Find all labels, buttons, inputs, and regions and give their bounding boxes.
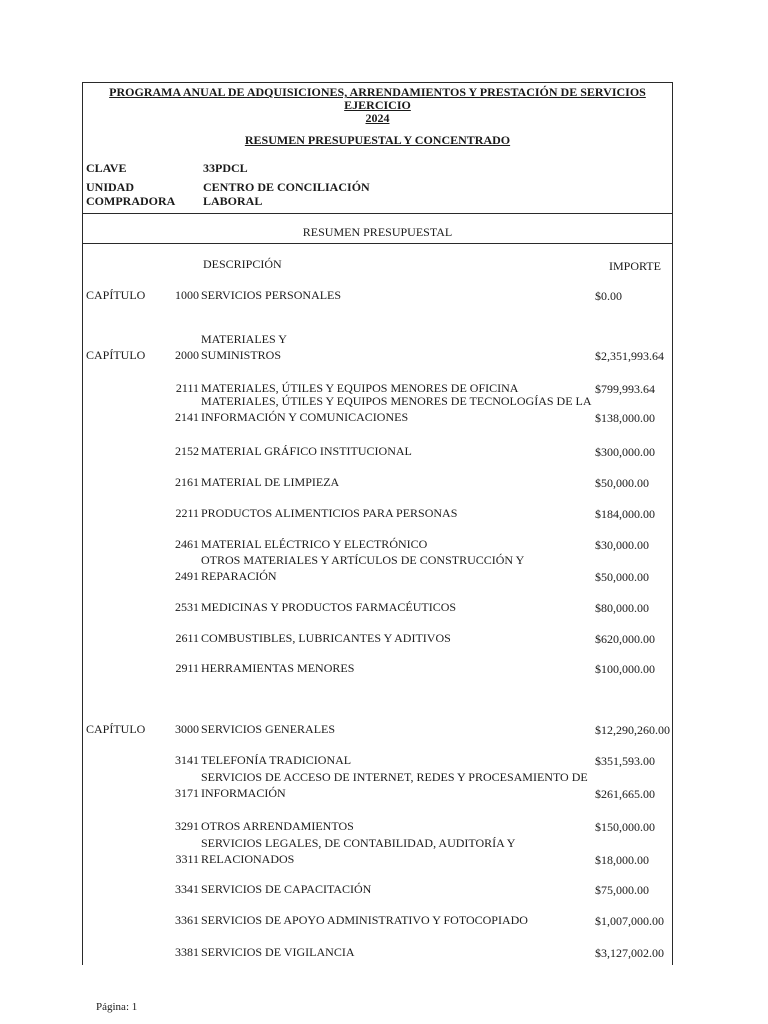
row-description-continued: RELACIONADOS	[201, 852, 295, 866]
row-code: 2111	[175, 381, 199, 395]
row-description-continued: REPARACIÓN	[201, 569, 277, 583]
row-code: 3141	[175, 753, 199, 767]
row-description: SERVICIOS PERSONALES	[201, 288, 342, 302]
row-amount: $2,351,993.64	[595, 349, 664, 363]
row-code: 2911	[175, 661, 199, 675]
row-description: SERVICIOS GENERALES	[201, 722, 336, 736]
unidad-label-line-1: UNIDAD	[86, 180, 134, 194]
row-description: PRODUCTOS ALIMENTICIOS PARA PERSONAS	[201, 506, 458, 520]
row-description: HERRAMIENTAS MENORES	[201, 661, 355, 675]
row-description: COMBUSTIBLES, LUBRICANTES Y ADITIVOS	[201, 631, 451, 645]
row-description: OTROS ARRENDAMIENTOS	[201, 819, 354, 833]
column-header-importe: IMPORTE	[609, 259, 661, 273]
row-description: SERVICIOS DE APOYO ADMINISTRATIVO Y FOTOCOPIADO	[201, 913, 528, 927]
row-description-continued: SUMINISTROS	[201, 348, 282, 362]
row-code: 3341	[175, 882, 199, 896]
row-code: 3381	[175, 945, 199, 959]
unidad-label	[86, 180, 175, 208]
chapter-label: CAPÍTULO	[86, 288, 146, 302]
row-code: 3171	[175, 786, 199, 800]
row-description-continued: INFORMACIÓN Y COMUNICACIONES	[201, 410, 409, 424]
row-code: 2161	[175, 475, 199, 489]
row-description: SERVICIOS DE CAPACITACIÓN	[201, 882, 372, 896]
row-code: 1000	[175, 288, 199, 302]
row-amount: $138,000.00	[595, 411, 655, 425]
row-amount: $300,000.00	[595, 445, 655, 459]
row-amount: $3,127,002.00	[595, 946, 664, 960]
row-description: SERVICIOS DE ACCESO DE INTERNET, REDES Y PROCESAMIENTO DE	[201, 770, 588, 784]
chapter-label: CAPÍTULO	[86, 348, 146, 362]
row-amount: $18,000.00	[595, 853, 649, 867]
chapter-label: CAPÍTULO	[86, 722, 146, 736]
divider-line	[83, 213, 672, 214]
row-description: MATERIALES, ÚTILES Y EQUIPOS MENORES DE OFICINA	[201, 381, 519, 395]
row-amount: $351,593.00	[595, 754, 655, 768]
row-code: 2611	[175, 631, 199, 645]
divider-line	[83, 243, 672, 244]
unidad-label-line-2: COMPRADORA	[86, 194, 176, 208]
row-code: 3361	[175, 913, 199, 927]
row-code: 2531	[175, 600, 199, 614]
row-amount: $261,665.00	[595, 787, 655, 801]
row-description: MATERIAL DE LIMPIEZA	[201, 475, 340, 489]
clave-label: CLAVE	[86, 161, 127, 175]
row-description: MATERIAL GRÁFICO INSTITUCIONAL	[201, 444, 412, 458]
row-description: SERVICIOS DE VIGILANCIA	[201, 945, 355, 959]
row-amount: $80,000.00	[595, 601, 649, 615]
row-amount: $0.00	[595, 289, 622, 303]
row-description-continued: INFORMACIÓN	[201, 786, 286, 800]
row-description: SERVICIOS LEGALES, DE CONTABILIDAD, AUDITORÍA Y	[201, 836, 516, 850]
row-code: 2141	[175, 410, 199, 424]
clave-value: 33PDCL	[203, 161, 248, 175]
row-amount: $12,290,260.00	[595, 723, 670, 737]
row-code: 3000	[175, 722, 199, 736]
section-title: RESUMEN PRESUPUESTAL	[302, 225, 453, 239]
row-description: MATERIALES, ÚTILES Y EQUIPOS MENORES DE TECNOLOGÍAS DE LA	[201, 394, 592, 408]
row-amount: $50,000.00	[595, 476, 649, 490]
document-sheet	[82, 82, 673, 965]
row-amount: $150,000.00	[595, 820, 655, 834]
row-amount: $100,000.00	[595, 662, 655, 676]
row-amount: $184,000.00	[595, 507, 655, 521]
row-description: MATERIALES Y	[201, 332, 287, 346]
row-amount: $50,000.00	[595, 570, 649, 584]
row-amount: $799,993.64	[595, 382, 655, 396]
row-code: 2000	[175, 348, 199, 362]
title-line-1: PROGRAMA ANUAL DE ADQUISICIONES, ARRENDAMIENTOS Y PRESTACIÓN DE SERVICIOS EJERCICIO	[109, 85, 646, 112]
row-amount: $30,000.00	[595, 538, 649, 552]
row-code: 3291	[175, 819, 199, 833]
row-code: 2211	[175, 506, 199, 520]
row-code: 2491	[175, 569, 199, 583]
row-amount: $75,000.00	[595, 883, 649, 897]
page-number: Página: 1	[96, 1001, 138, 1013]
row-code: 2461	[175, 537, 199, 551]
row-code: 2152	[175, 444, 199, 458]
row-description: OTROS MATERIALES Y ARTÍCULOS DE CONSTRUCCIÓN Y	[201, 553, 525, 567]
row-description: MEDICINAS Y PRODUCTOS FARMACÉUTICOS	[201, 600, 457, 614]
row-code: 3311	[175, 852, 199, 866]
row-amount: $1,007,000.00	[595, 914, 664, 928]
row-description: MATERIAL ELÉCTRICO Y ELECTRÓNICO	[201, 537, 428, 551]
column-header-descripcion: DESCRIPCIÓN	[203, 257, 282, 271]
title-line-2: 2024	[365, 111, 390, 125]
unidad-value-line-1: CENTRO DE CONCILIACIÓN	[203, 180, 370, 194]
document-title	[83, 86, 672, 125]
row-amount: $620,000.00	[595, 632, 655, 646]
row-description: TELEFONÍA TRADICIONAL	[201, 753, 352, 767]
unidad-value-line-2: LABORAL	[203, 194, 263, 208]
document-subtitle: RESUMEN PRESUPUESTAL Y CONCENTRADO	[244, 133, 511, 147]
unidad-value	[203, 180, 370, 208]
